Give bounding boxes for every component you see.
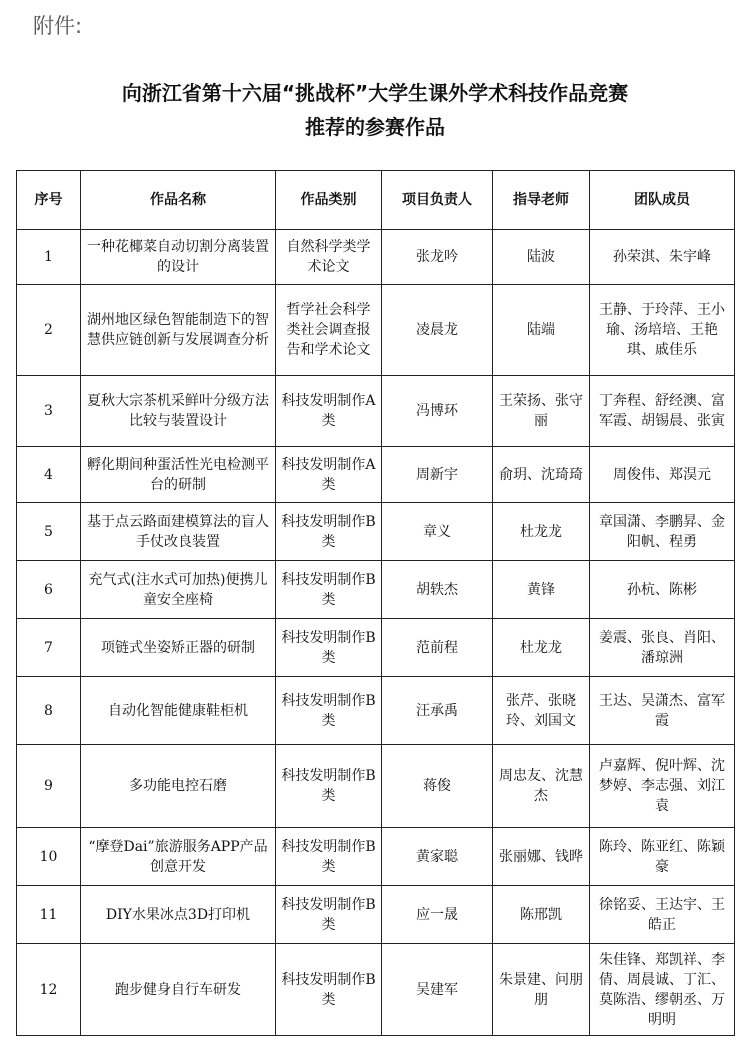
header-leader: 项目负责人 bbox=[382, 171, 493, 230]
cell-name: 湖州地区绿色智能制造下的智慧供应链创新与发展调查分析 bbox=[81, 285, 276, 376]
cell-category: 哲学社会科学类社会调查报告和学术论文 bbox=[276, 285, 382, 376]
cell-leader: 张龙吟 bbox=[382, 230, 493, 285]
cell-team: 姜震、张良、肖阳、潘琼洲 bbox=[590, 619, 735, 677]
cell-leader: 范前程 bbox=[382, 619, 493, 677]
cell-category: 科技发明制作A类 bbox=[276, 376, 382, 447]
cell-leader: 黄家聪 bbox=[382, 828, 493, 886]
cell-advisor: 张芹、张晓玲、刘国文 bbox=[493, 677, 590, 745]
cell-name: 充气式(注水式可加热)便携儿童安全座椅 bbox=[81, 561, 276, 619]
works-table bbox=[16, 170, 735, 1036]
cell-leader: 汪承禹 bbox=[382, 677, 493, 745]
cell-name: 多功能电控石磨 bbox=[81, 745, 276, 828]
cell-advisor: 杜龙龙 bbox=[493, 619, 590, 677]
table-row bbox=[17, 503, 735, 561]
cell-team: 周俊伟、郑淏元 bbox=[590, 447, 735, 503]
cell-advisor: 俞玥、沈琦琦 bbox=[493, 447, 590, 503]
table-row bbox=[17, 745, 735, 828]
cell-no: 9 bbox=[17, 745, 81, 828]
cell-category: 科技发明制作B类 bbox=[276, 503, 382, 561]
header-category: 作品类别 bbox=[276, 171, 382, 230]
cell-team: 陈玲、陈亚红、陈颖豪 bbox=[590, 828, 735, 886]
cell-advisor: 杜龙龙 bbox=[493, 503, 590, 561]
table-row bbox=[17, 677, 735, 745]
cell-category: 科技发明制作B类 bbox=[276, 886, 382, 944]
table-row bbox=[17, 828, 735, 886]
cell-leader: 章义 bbox=[382, 503, 493, 561]
cell-no: 4 bbox=[17, 447, 81, 503]
cell-name: “摩登Dai”旅游服务APP产品创意开发 bbox=[81, 828, 276, 886]
cell-advisor: 张丽娜、钱晔 bbox=[493, 828, 590, 886]
cell-no: 12 bbox=[17, 944, 81, 1036]
table-row bbox=[17, 447, 735, 503]
cell-team: 朱佳锋、郑凯祥、李倩、周晨诚、丁汇、莫陈浩、缪朝丞、万明明 bbox=[590, 944, 735, 1036]
cell-category: 科技发明制作B类 bbox=[276, 745, 382, 828]
table-row bbox=[17, 944, 735, 1036]
document-title-line1: 向浙江省第十六届“挑战杯”大学生课外学术科技作品竞赛 bbox=[121, 81, 629, 105]
cell-team: 王达、吴潇杰、富军霞 bbox=[590, 677, 735, 745]
cell-category: 科技发明制作B类 bbox=[276, 677, 382, 745]
cell-advisor: 周忠友、沈慧杰 bbox=[493, 745, 590, 828]
table-header-row bbox=[17, 171, 735, 230]
cell-no: 8 bbox=[17, 677, 81, 745]
table-row bbox=[17, 561, 735, 619]
cell-team: 徐铭妥、王达宇、王皓正 bbox=[590, 886, 735, 944]
cell-leader: 吴建军 bbox=[382, 944, 493, 1036]
cell-name: 项链式坐姿矫正器的研制 bbox=[81, 619, 276, 677]
cell-category: 科技发明制作B类 bbox=[276, 828, 382, 886]
cell-advisor: 陆波 bbox=[493, 230, 590, 285]
header-team: 团队成员 bbox=[590, 171, 735, 230]
cell-name: 孵化期间种蛋活性光电检测平台的研制 bbox=[81, 447, 276, 503]
cell-name: 夏秋大宗茶机采鲜叶分级方法比较与装置设计 bbox=[81, 376, 276, 447]
table-row bbox=[17, 230, 735, 285]
header-name: 作品名称 bbox=[81, 171, 276, 230]
cell-no: 3 bbox=[17, 376, 81, 447]
cell-no: 7 bbox=[17, 619, 81, 677]
cell-advisor: 王荣扬、张守丽 bbox=[493, 376, 590, 447]
cell-team: 孙荣淇、朱宇峰 bbox=[590, 230, 735, 285]
cell-advisor: 黄锋 bbox=[493, 561, 590, 619]
document-title-line2: 推荐的参赛作品 bbox=[305, 115, 445, 139]
cell-leader: 凌晨龙 bbox=[382, 285, 493, 376]
cell-category: 科技发明制作B类 bbox=[276, 561, 382, 619]
cell-advisor: 陆端 bbox=[493, 285, 590, 376]
cell-no: 2 bbox=[17, 285, 81, 376]
table-row bbox=[17, 376, 735, 447]
attachment-label: 附件: bbox=[33, 14, 83, 38]
cell-leader: 蒋俊 bbox=[382, 745, 493, 828]
cell-no: 6 bbox=[17, 561, 81, 619]
cell-team: 丁奔程、舒经澳、富军霞、胡锡晨、张寅 bbox=[590, 376, 735, 447]
table-row bbox=[17, 886, 735, 944]
cell-category: 科技发明制作B类 bbox=[276, 619, 382, 677]
header-no: 序号 bbox=[17, 171, 81, 230]
cell-no: 5 bbox=[17, 503, 81, 561]
cell-advisor: 朱景建、问朋朋 bbox=[493, 944, 590, 1036]
cell-leader: 冯博环 bbox=[382, 376, 493, 447]
cell-team: 孙杭、陈彬 bbox=[590, 561, 735, 619]
cell-team: 卢嘉辉、倪叶辉、沈梦婷、李志强、刘江袁 bbox=[590, 745, 735, 828]
cell-leader: 应一晟 bbox=[382, 886, 493, 944]
cell-team: 王静、于玲萍、王小瑜、汤培培、王艳琪、戚佳乐 bbox=[590, 285, 735, 376]
cell-category: 科技发明制作B类 bbox=[276, 944, 382, 1036]
cell-no: 11 bbox=[17, 886, 81, 944]
cell-no: 10 bbox=[17, 828, 81, 886]
cell-leader: 周新宇 bbox=[382, 447, 493, 503]
cell-no: 1 bbox=[17, 230, 81, 285]
cell-name: 跑步健身自行车研发 bbox=[81, 944, 276, 1036]
table-row bbox=[17, 285, 735, 376]
header-advisor: 指导老师 bbox=[493, 171, 590, 230]
cell-advisor: 陈邢凯 bbox=[493, 886, 590, 944]
cell-name: 自动化智能健康鞋柜机 bbox=[81, 677, 276, 745]
cell-category: 科技发明制作A类 bbox=[276, 447, 382, 503]
cell-leader: 胡轶杰 bbox=[382, 561, 493, 619]
cell-team: 章国潇、李鹏昇、金阳帆、程勇 bbox=[590, 503, 735, 561]
table-row bbox=[17, 619, 735, 677]
cell-category: 自然科学类学术论文 bbox=[276, 230, 382, 285]
cell-name: DIY水果冰点3D打印机 bbox=[81, 886, 276, 944]
cell-name: 一种花椰菜自动切割分离装置的设计 bbox=[81, 230, 276, 285]
cell-name: 基于点云路面建模算法的盲人手仗改良装置 bbox=[81, 503, 276, 561]
